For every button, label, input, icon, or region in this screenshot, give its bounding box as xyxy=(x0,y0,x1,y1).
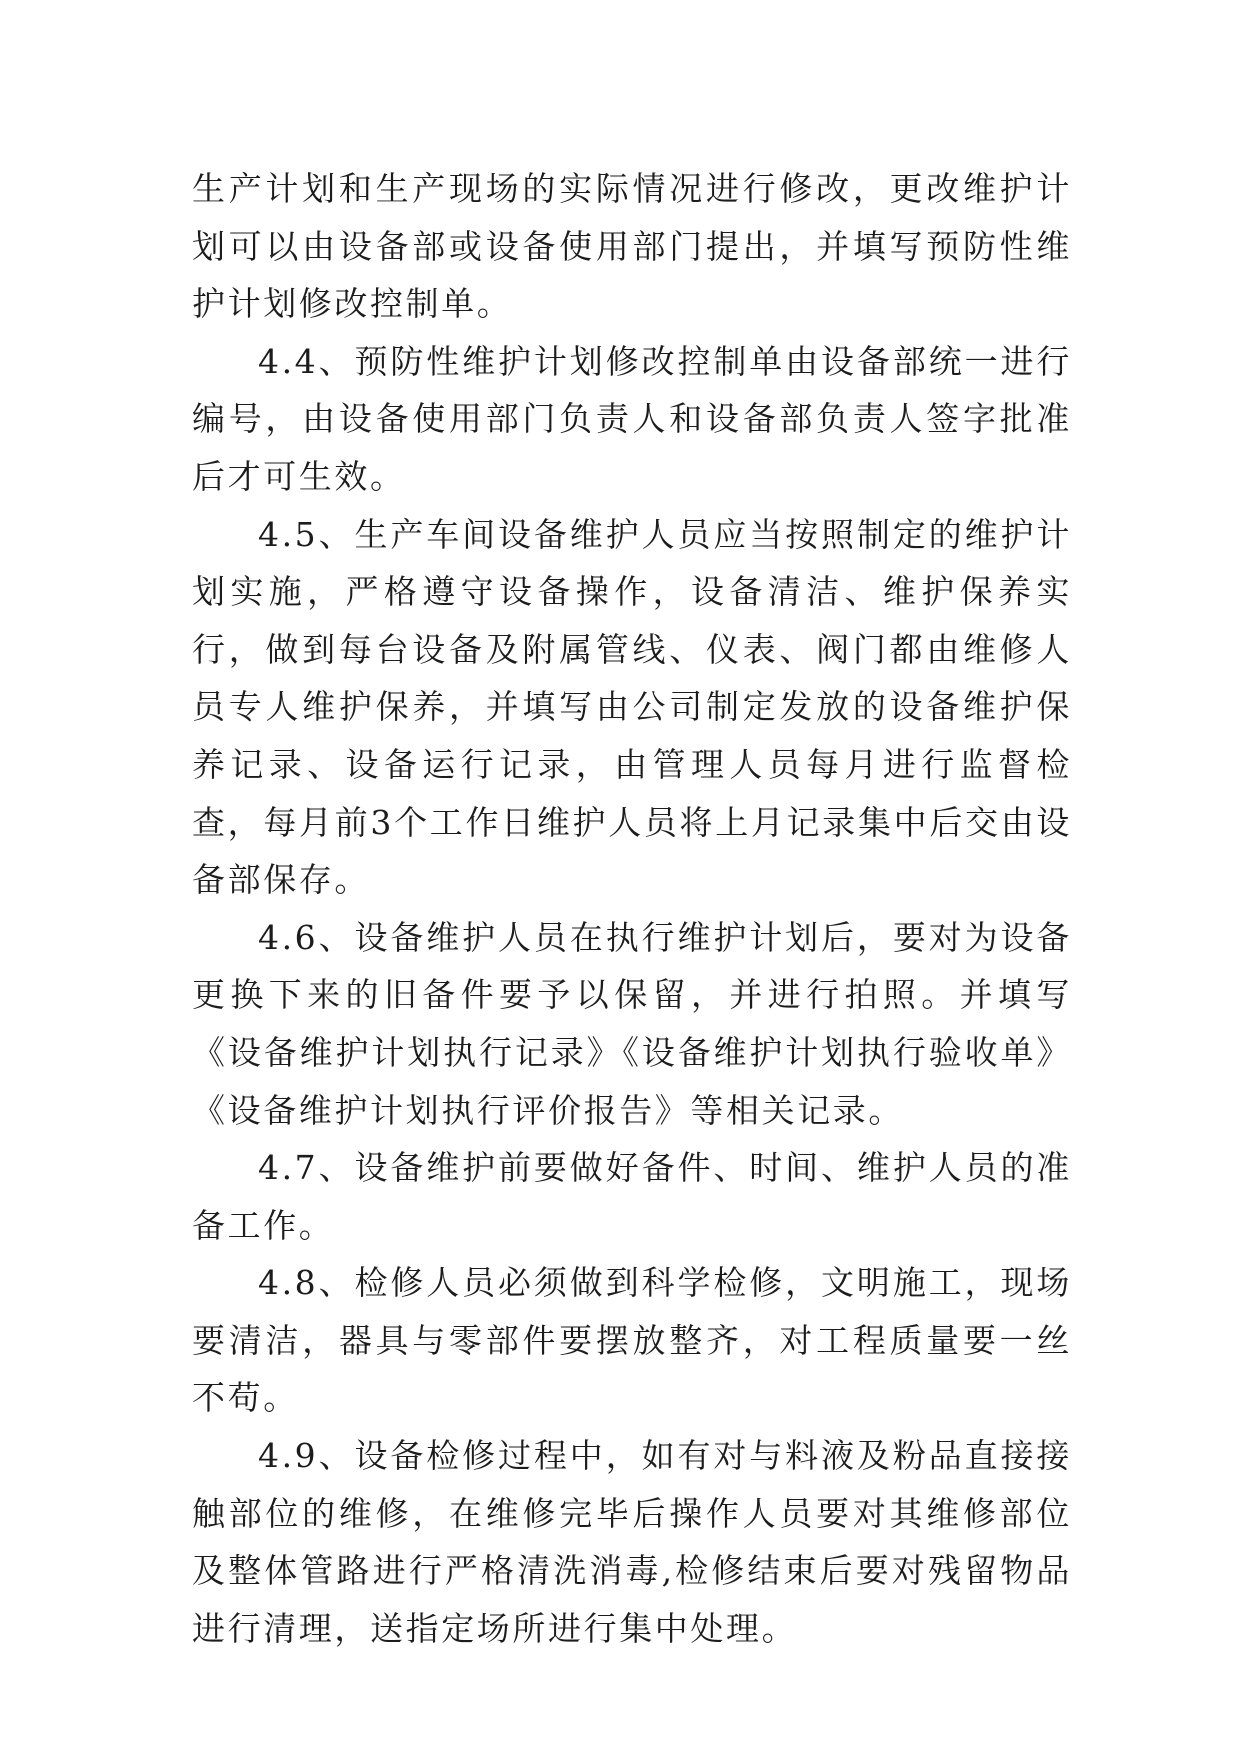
paragraph-4-9: 4.9、设备检修过程中，如有对与料液及粉品直接接触部位的维修，在维修完毕后操作人员要对其维修部位及整体管路进行严格清洗消毒,检修结束后要对残留物品进行清理，送指定场所进行集中处理。 xyxy=(192,1436,1072,1648)
paragraph-4-6: 4.6、设备维护人员在执行维护计划后，要对为设备更换下来的旧备件要予以保留，并进行拍照。并填写《设备维护计划执行记录》《设备维护计划执行验收单》《设备维护计划执行评价报告》等相关记录。 xyxy=(192,917,1072,1130)
paragraph-4-8: 4.8、检修人员必须做到科学检修，文明施工，现场要清洁，器具与零部件要摆放整齐，对工程质量要一丝不苟。 xyxy=(192,1263,1072,1418)
paragraph-4-4: 4.4、预防性维护计划修改控制单由设备部统一进行编号，由设备使用部门负责人和设备部负责人签字批准后才可生效。 xyxy=(192,341,1072,496)
paragraph-4-5: 4.5、生产车间设备维护人员应当按照制定的维护计划实施，严格遵守设备操作，设备清洁、维护保养实行，做到每台设备及附属管线、仪表、阀门都由维修人员专人维护保养，并填写由公司制定发放的设备维护保养记录、设备运行记录，由管理人员每月进行监督检查，每月前3个工作日维护人员将上月记录集中后交由设备部保存。 xyxy=(192,514,1072,900)
paragraph-4-7: 4.7、设备维护前要做好备件、时间、维护人员的准备工作。 xyxy=(192,1148,1072,1245)
document-body xyxy=(192,160,1072,1657)
paragraph-continuation: 生产计划和生产现场的实际情况进行修改，更改维护计划可以由设备部或设备使用部门提出，并填写预防性维护计划修改控制单。 xyxy=(192,169,1072,324)
